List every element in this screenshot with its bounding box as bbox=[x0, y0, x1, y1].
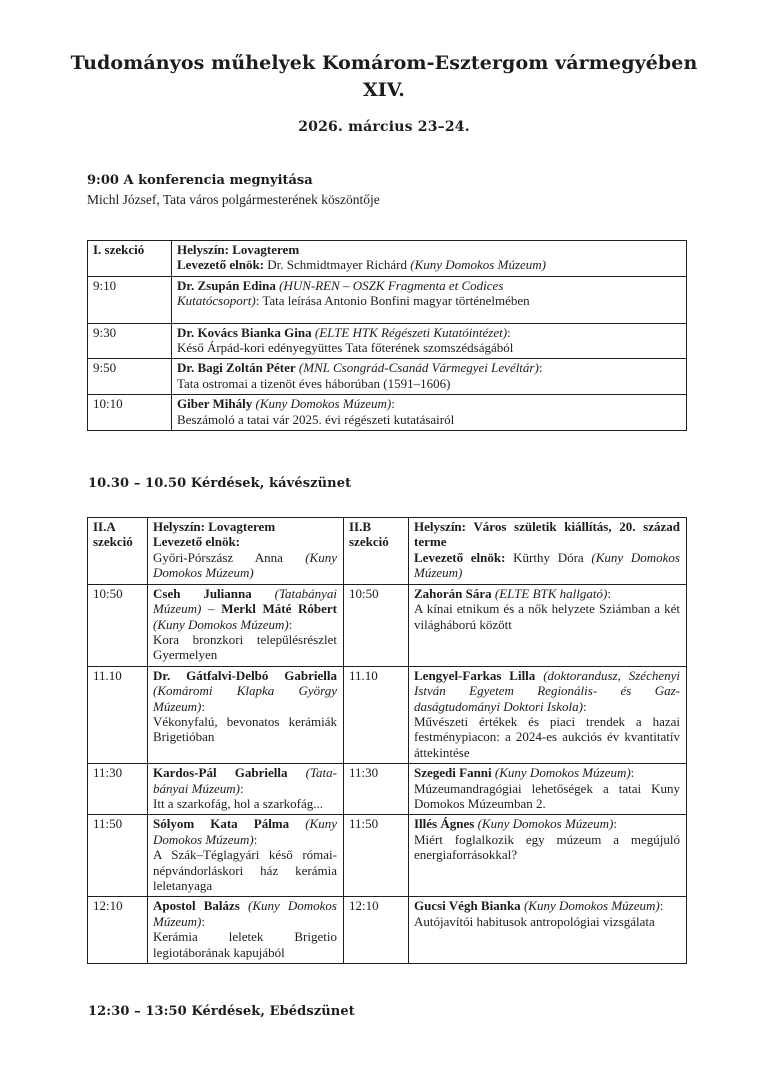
talk-cell: Kardos-Pál Gabriella (Tatabányai Múzeum): Itt a szarkofág, hol a szarkofág... bbox=[148, 764, 344, 815]
event-date: 2026. március 23–24. bbox=[298, 119, 470, 135]
time-cell: 9:30 bbox=[88, 323, 172, 359]
time-cell: 9:10 bbox=[88, 276, 172, 323]
opening-subtitle: Michl József, Tata város polgármesterének köszöntője bbox=[87, 192, 380, 207]
time-cell: 10:50 bbox=[88, 584, 148, 666]
talk-cell: Giber Mihály (Kuny Domokos Múzeum): Beszámoló a tatai vár 2025. évi régészeti kutatásairól bbox=[172, 395, 687, 431]
table-row bbox=[88, 764, 687, 815]
section2b-label: II.B szekció bbox=[344, 518, 409, 585]
section2a-label: II.A szekció bbox=[88, 518, 148, 585]
section2b-header-cell: Helyszín: Város születik kiállítás, 20. század terme Levezető elnök: Kürthy Dóra (Kuny Domokos Múzeum) bbox=[409, 518, 687, 585]
lunch-break-note: 12:30 – 13:50 Kérdések, Ebédszünet bbox=[88, 1004, 355, 1020]
talk-cell: Dr. Zsupán Edina (HUN-REN – OSZK Fragmenta et Codices Kutatócsoport): Tata leírása Antonio Bonfini magyar történelmében bbox=[172, 276, 687, 323]
talk-cell: Zahorán Sára (ELTE BTK hallgató): A kínai etnikum és a nők helyzete Sziámban a két világháború között bbox=[409, 584, 687, 666]
time-cell: 12:10 bbox=[88, 897, 148, 964]
table-row bbox=[88, 323, 687, 359]
section1-table bbox=[87, 240, 687, 431]
coffee-break-note: 10.30 – 10.50 Kérdések, kávészünet bbox=[88, 476, 352, 492]
time-cell: 9:50 bbox=[88, 359, 172, 395]
opening-heading: 9:00 A konferencia megnyitása bbox=[87, 173, 313, 188]
time-cell: 12:10 bbox=[344, 897, 409, 964]
document-title-numeral: XIV. bbox=[362, 79, 406, 101]
time-cell: 11:50 bbox=[88, 815, 148, 897]
talk-cell: Dr. Bagi Zoltán Péter (MNL Csongrád-Csanád Vármegyei Levéltár): Tata ostromai a tizenöt éves háborúban (1591–1606) bbox=[172, 359, 687, 395]
section1-label: I. szekció bbox=[88, 241, 172, 277]
time-cell: 11:50 bbox=[344, 815, 409, 897]
table-row bbox=[88, 359, 687, 395]
talk-cell: Illés Ágnes (Kuny Domokos Múzeum): Miért foglalkozik egy múzeum a megújuló energiaforrásokkal? bbox=[409, 815, 687, 897]
talk-cell: Dr. Kovács Bianka Gina (ELTE HTK Régészeti Kutatóintézet): Késő Árpád-kori edényegyüttes Tata főterének szomszédságából bbox=[172, 323, 687, 359]
time-cell: 11:30 bbox=[88, 764, 148, 815]
talk-cell: Cseh Julianna (Tatabányai Múzeum) – Merkl Máté Róbert (Kuny Domokos Múzeum): Kora bronzkori településrészlet Gyermelyen bbox=[148, 584, 344, 666]
time-cell: 11:30 bbox=[344, 764, 409, 815]
talk-cell: Apostol Balázs (Kuny Domokos Múzeum): Kerámia leletek Brigetio legiotáborának kapujából bbox=[148, 897, 344, 964]
table-row bbox=[88, 276, 687, 323]
section2a-header-cell: Helyszín: Lovagterem Levezető elnök: Győri-Pórszász Anna (Kuny Domokos Múzeum) bbox=[148, 518, 344, 585]
talk-cell: Dr. Gátfalvi-Delbó Gabriella (Komáromi Klapka György Múzeum): Vékonyfalú, bevonatos kerámiák Brigetióban bbox=[148, 666, 344, 763]
section1-header-row bbox=[88, 241, 687, 277]
table-row bbox=[88, 815, 687, 897]
time-cell: 11.10 bbox=[88, 666, 148, 763]
talk-cell: Szegedi Fanni (Kuny Domokos Múzeum): Múzeumandragógiai lehetőségek a tatai Kuny Domokos Múzeumban 2. bbox=[409, 764, 687, 815]
section1-header-cell: Helyszín: Lovagterem Levezető elnök: Dr. Schmidtmayer Richárd (Kuny Domokos Múzeum) bbox=[172, 241, 687, 277]
table-row bbox=[88, 897, 687, 964]
table-row bbox=[88, 395, 687, 431]
opening-block bbox=[87, 171, 688, 210]
section2-table bbox=[87, 517, 687, 964]
table-row bbox=[88, 584, 687, 666]
document-title: Tudományos műhelyek Komárom-Esztergom vármegyében bbox=[70, 52, 698, 74]
talk-cell: Sólyom Kata Pálma (Kuny Domokos Múzeum): A Szák–Téglagyári késő római-népvándorláskori ház kerámia leletanyaga bbox=[148, 815, 344, 897]
time-cell: 11.10 bbox=[344, 666, 409, 763]
table-row bbox=[88, 666, 687, 763]
talk-cell: Gucsi Végh Bianka (Kuny Domokos Múzeum): Autójavítói habitusok antropológiai vizsgálata bbox=[409, 897, 687, 964]
talk-cell: Lengyel-Farkas Lilla (doktorandusz, Széchenyi István Egyetem Regionális- és Gazdaságtudományi Doktori Iskola): Művészeti értékek és piaci trendek a hazai festménypiacon: a 2024-es aukciós év kvantitatív áttekintése bbox=[409, 666, 687, 763]
section2-header-row bbox=[88, 518, 687, 585]
time-cell: 10:10 bbox=[88, 395, 172, 431]
time-cell: 10:50 bbox=[344, 584, 409, 666]
